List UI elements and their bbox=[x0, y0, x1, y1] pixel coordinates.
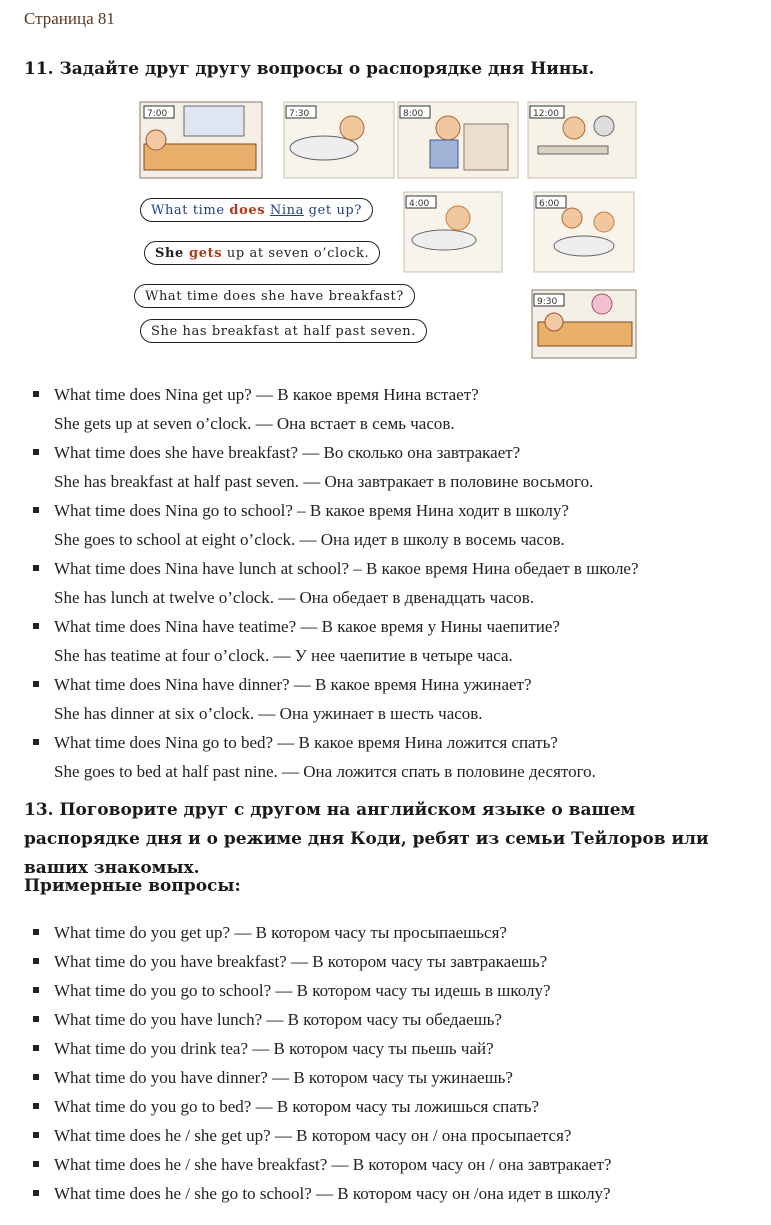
speech-bubble-answer-1: She gets up at seven o’clock. bbox=[144, 241, 380, 265]
daily-routine-illustration bbox=[134, 100, 644, 362]
exercise-13-questions bbox=[24, 918, 611, 1208]
list-item: What time does he / she go to school? — В котором часу он /она идет в школу? bbox=[24, 1179, 611, 1208]
list-item: What time do you have lunch? — В котором часу ты обедаешь? bbox=[24, 1005, 611, 1034]
clock-400: 4:00 bbox=[409, 199, 430, 209]
page-label: Страница 81 bbox=[24, 9, 115, 28]
list-item: What time do you have breakfast? — В котором часу ты завтракаешь? bbox=[24, 947, 611, 976]
clock-600: 6:00 bbox=[539, 199, 560, 209]
list-item: What time does Nina have teatime? — В какое время у Нины чаепитие? She has teatime at four o’clock. — У нее чаепитие в четыре часа. bbox=[24, 612, 639, 670]
list-item: What time does Nina go to school? – В какое время Нина ходит в школу? She goes to school at eight o’clock. — Она идет в школу в восемь часов. bbox=[24, 496, 639, 554]
clock-800: 8:00 bbox=[403, 109, 424, 119]
scene-school bbox=[398, 102, 518, 178]
list-item: What time do you get up? — В котором часу ты просыпаешься? bbox=[24, 918, 611, 947]
list-item: What time does he / she have breakfast? — В котором часу он / она завтракает? bbox=[24, 1150, 611, 1179]
clock-930: 9:30 bbox=[537, 297, 558, 307]
exercise-13-title: 13. Поговорите друг с другом на английском языке о вашем распорядке дня и о режиме дня Коди, ребят из семьи Тейлоров или ваших знакомых. bbox=[24, 800, 709, 878]
list-item: What time do you go to school? — В котором часу ты идешь в школу? bbox=[24, 976, 611, 1005]
list-item: What time do you go to bed? — В котором часу ты ложишься спать? bbox=[24, 1092, 611, 1121]
clock-730: 7:30 bbox=[289, 109, 310, 119]
scene-teatime bbox=[404, 192, 502, 272]
exercise-11-title: 11. Задайте друг другу вопросы о распорядке дня Нины. bbox=[24, 59, 595, 79]
sample-questions-heading: Примерные вопросы: bbox=[24, 876, 241, 896]
list-item: What time does Nina have dinner? — В какое время Нина ужинает? She has dinner at six o’clock. — Она ужинает в шесть часов. bbox=[24, 670, 639, 728]
speech-bubble-question-1: What time does Nina get up? bbox=[140, 198, 373, 222]
speech-bubble-answer-2: She has breakfast at half past seven. bbox=[140, 319, 427, 343]
exercise-11-answers bbox=[24, 380, 639, 786]
scene-wake-up bbox=[140, 102, 262, 178]
list-item: What time does Nina go to bed? — В какое время Нина ложится спать? She goes to bed at half past nine. — Она ложится спать в половине десятого. bbox=[24, 728, 639, 786]
clock-700: 7:00 bbox=[147, 109, 168, 119]
scene-breakfast bbox=[284, 102, 394, 178]
list-item: What time do you have dinner? — В котором часу ты ужинаешь? bbox=[24, 1063, 611, 1092]
list-item: What time does she have breakfast? — Во сколько она завтракает? She has breakfast at half past seven. — Она завтракает в половине восьмого. bbox=[24, 438, 639, 496]
clock-1200: 12:00 bbox=[533, 109, 559, 119]
list-item: What time does Nina have lunch at school? – В какое время Нина обедает в школе? She has lunch at twelve o’clock. — Она обедает в двенадцать часов. bbox=[24, 554, 639, 612]
scene-dinner bbox=[534, 192, 634, 272]
list-item: What time does he / she get up? — В котором часу он / она просыпается? bbox=[24, 1121, 611, 1150]
scene-bedtime bbox=[532, 290, 636, 358]
scene-lunch bbox=[528, 102, 636, 178]
speech-bubble-question-2: What time does she have breakfast? bbox=[134, 284, 415, 308]
list-item: What time do you drink tea? — В котором часу ты пьешь чай? bbox=[24, 1034, 611, 1063]
list-item: What time does Nina get up? — В какое время Нина встает? She gets up at seven o’clock. — Она встает в семь часов. bbox=[24, 380, 639, 438]
